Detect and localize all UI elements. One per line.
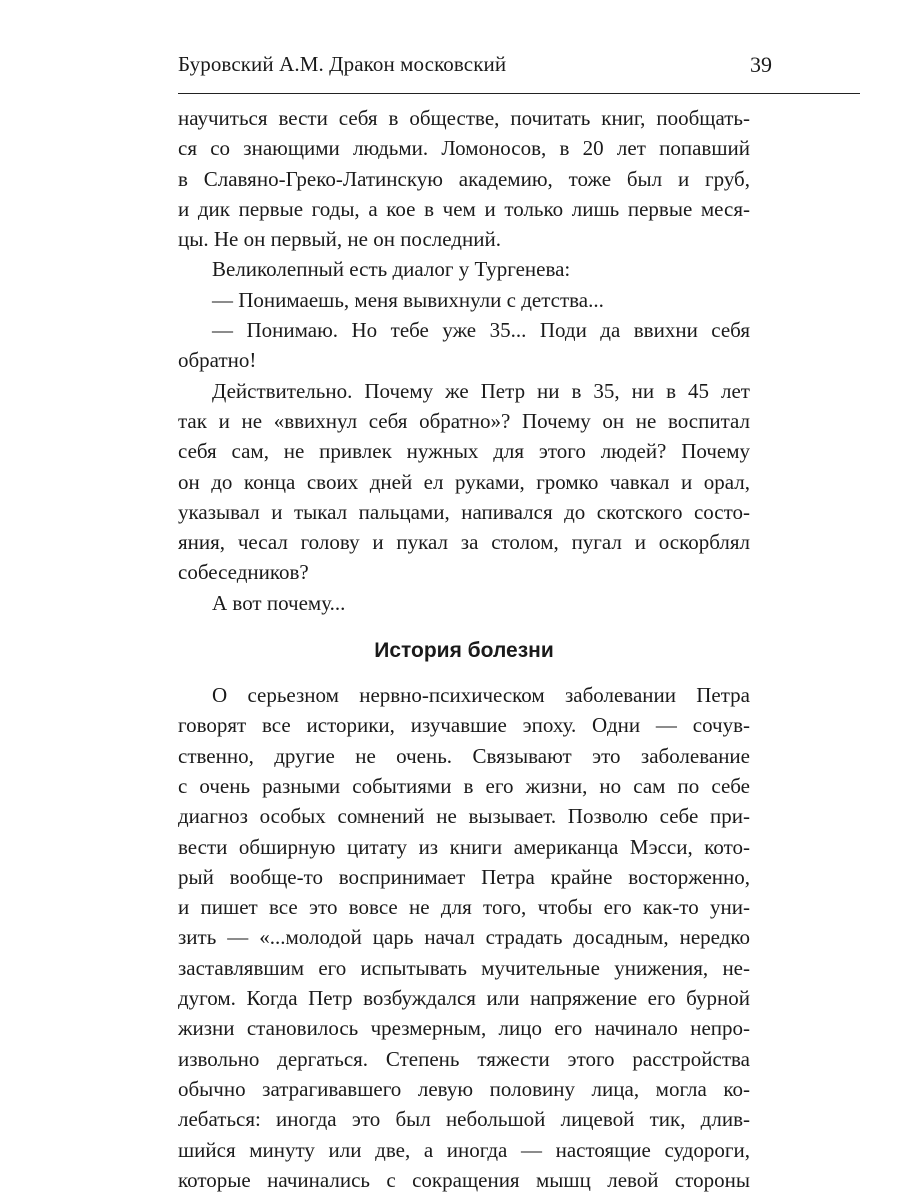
text-line: дугом. Когда Петр возбуждался или напряжение его бурной (178, 986, 750, 1011)
text-line: шийся минуту или две, а иногда — настоящие судороги, (178, 1137, 750, 1162)
text-line: вести обширную цитату из книги американца Мэсси, кото- (178, 834, 750, 859)
text-line: извольно дергаться. Степень тяжести этого расстройства (178, 1046, 750, 1071)
text-line: заставлявшим его испытывать мучительные унижения, не- (178, 955, 750, 980)
text-line: — Понимаю. Но тебе уже 35... Поди да ввихни себя (212, 318, 750, 343)
dialogue-line (178, 285, 750, 315)
text-line: О серьезном нервно-психическом заболевании Петра (212, 683, 750, 708)
text-line: указывал и тыкал пальцами, напивался до скотского состо- (178, 499, 750, 524)
text-line: ственно, другие не очень. Связывают это заболевание (178, 743, 750, 768)
text-line: жизни становилось чрезмерным, лицо его начинало непро- (178, 1016, 750, 1041)
text-line: обратно! (178, 348, 257, 373)
text-line: рый вообще-то воспринимает Петра крайне восторженно, (178, 864, 750, 889)
text-line: собеседников? (178, 560, 309, 585)
paragraph (178, 588, 750, 618)
text-line: себя сам, не привлек нужных для этого людей? Почему (178, 439, 750, 464)
body-text (178, 103, 750, 1195)
text-line: он до конца своих дней ел руками, громко чавкал и орал, (178, 469, 750, 494)
text-line: которые начинались с сокращения мышц левой стороны (178, 1167, 750, 1192)
text-line: Великолепный есть диалог у Тургенева: (212, 257, 571, 282)
text-line: Действительно. Почему же Петр ни в 35, ни в 45 лет (212, 378, 750, 403)
text-line: — Понимаешь, меня вывихнули с детства... (212, 287, 604, 312)
text-line: и дик первые годы, а кое в чем и только лишь первые меся- (178, 196, 750, 221)
page-number: 39 (750, 52, 772, 77)
text-line: цы. Не он первый, не он последний. (178, 227, 501, 252)
text-line: говорят все историки, изучавшие эпоху. Одни — сочув- (178, 713, 750, 738)
text-line: в Славяно-Греко-Латинскую академию, тоже был и груб, (178, 166, 750, 191)
text-line: А вот почему... (212, 590, 346, 615)
text-line: с очень разными событиями в его жизни, но сам по себе (178, 773, 750, 798)
text-line: и пишет все это вовсе не для того, чтобы его как-то уни- (178, 895, 750, 920)
text-line: яния, чесал голову и пукал за столом, пугал и оскорблял (178, 530, 750, 555)
text-line: лебаться: иногда это был небольшой лицевой тик, длив- (178, 1107, 750, 1132)
section-heading: История болезни (374, 639, 554, 663)
header-rule (178, 93, 860, 94)
dialogue-line (178, 315, 750, 376)
paragraph (178, 680, 750, 1195)
running-head: Буровский А.М. Дракон московский (178, 52, 507, 76)
text-line: зить — «...молодой царь начал страдать досадным, нередко (178, 925, 750, 950)
paragraph (178, 254, 750, 284)
paragraph (178, 103, 750, 254)
text-line: диагноз особых сомнений не вызывает. Позволю себе при- (178, 804, 750, 829)
text-line: так и не «ввихнул себя обратно»? Почему он не воспитал (178, 408, 750, 433)
text-line: ся со знающими людьми. Ломоносов, в 20 лет попавший (178, 136, 750, 161)
text-line: научиться вести себя в обществе, почитать книг, пообщать- (178, 106, 750, 130)
paragraph (178, 376, 750, 588)
text-line: обычно затрагивавшего левую половину лица, могла ко- (178, 1076, 750, 1101)
